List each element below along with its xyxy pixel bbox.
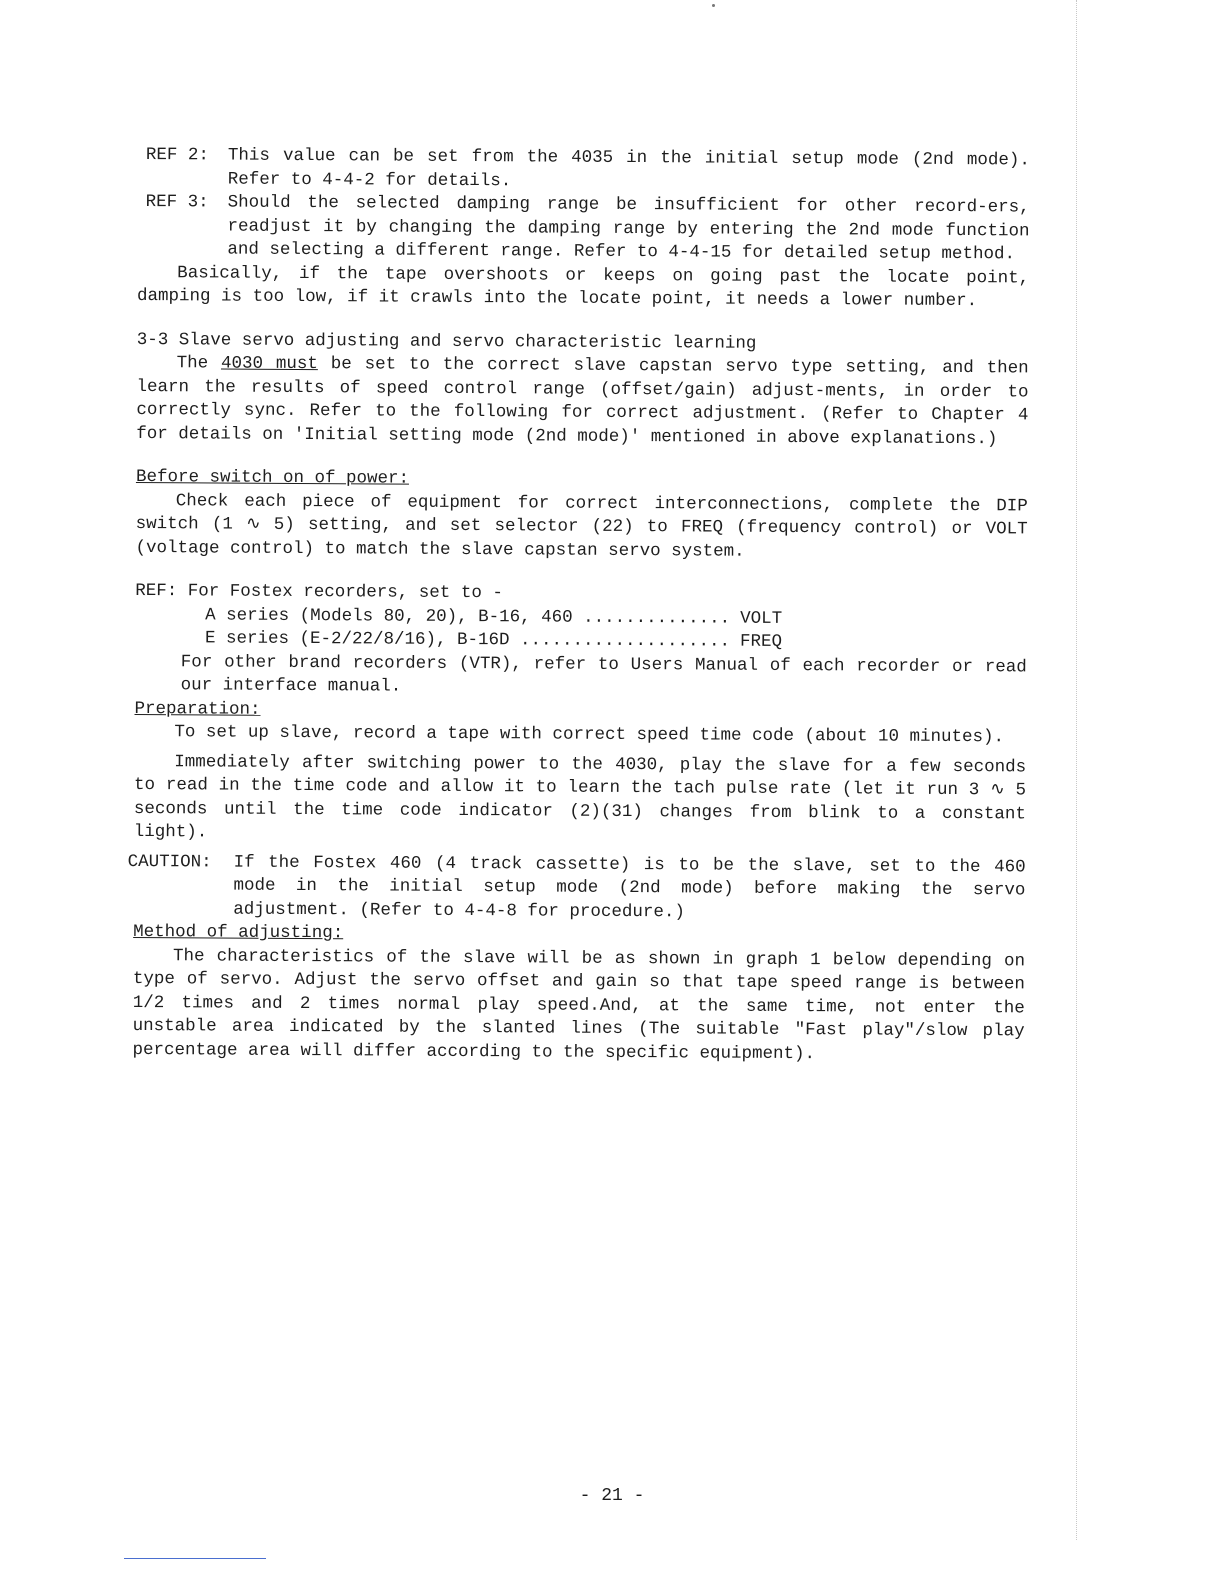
method-heading: Method of adjusting: (133, 921, 344, 944)
series-name: E series (E-2/22/8/16), B-16D (204, 628, 521, 651)
method-paragraph: The characteristics of the slave will be as shown in graph 1 below depending on type of servo. Adjust the servo offset and gain so that tape speed range is between 1/2 times and 2 times normal play speed.And, at the same time, not enter the unstable area indicated by the slanted lines (The suitable "Fast play"/slow play percentage area will differ according to the specific equipment). (132, 945, 1026, 1064)
series-setting: FREQ (740, 631, 783, 652)
ref-fostex-text: For Fostex recorders, set to - (187, 581, 503, 604)
series-name: A series (Models 80, 20), B-16, 460 (205, 604, 584, 628)
caution-note (127, 850, 1026, 926)
section-intro-rest: be set to the correct slave capstan servo type setting, and then learn the results of speed control range (offset/gain) adjust-ments, in order to correctly sync. Refer to the following for correct adjustment. (Refer to Chapter 4 for details on 'Initial setting mode (2nd mode)' mentioned in above explanations.) (136, 354, 1029, 449)
ref-2-text: This value can be set from the 4035 in the initial setup mode (2nd mode). Refer to 4-4-2 for details. (227, 145, 1030, 191)
preparation-paragraph-2: Immediately after switching power to the 4030, play the slave for a few seconds to read in the time code and allow it to learn the tach pulse rate (let it run 3 ∿ 5 seconds until the time code indicator (2)(31) changes from blink to a constant light). (133, 751, 1027, 843)
series-setting: VOLT (740, 608, 783, 629)
section-intro-prefix: The (176, 353, 222, 374)
ref-2-note (138, 144, 1030, 196)
other-brands-paragraph: For other brand recorders (VTR), refer to Users Manual of each recorder or read our interface manual. (180, 651, 1027, 697)
ref-3-note (137, 191, 1029, 267)
leader-dots: .............. (583, 607, 731, 629)
preparation-heading: Preparation: (134, 698, 261, 720)
basically-paragraph: Basically, if the tape overshoots or keeps on going past the locate point, damping is too low, if it crawls into the locate point, it needs a lower number. (137, 262, 1030, 312)
ref-fostex-label: REF: (135, 580, 178, 602)
scan-edge-line (1076, 0, 1077, 1540)
page-number: - 21 - (579, 1486, 645, 1506)
footnote-rule (124, 1558, 266, 1559)
section-intro (136, 352, 1029, 451)
fostex-series-list (135, 603, 1027, 655)
page-content (127, 144, 1030, 1067)
preparation-paragraph-1: To set up slave, record a tape with correct speed time code (about 10 minutes). (174, 722, 1005, 748)
before-power-paragraph: Check each piece of equipment for correct interconnections, complete the DIP switch (1 ∿ 5) setting, and set selector (22) to FREQ (frequency control) or VOLT (voltage control) to match the slave capstan servo system. (135, 490, 1028, 562)
ref-3-label: REF 3: (145, 192, 209, 213)
caution-label: CAUTION: (127, 851, 212, 872)
before-power-heading: Before switch on of power: (135, 466, 410, 489)
ref-2-label: REF 2: (145, 145, 210, 166)
caution-text: If the Fostex 460 (4 track cassette) is to be the slave, set to the 460 mode in the initial setup mode (2nd mode) before making the servo adjustment. (Refer to 4-4-8 for procedure.) (233, 852, 1026, 922)
scan-speck (712, 4, 715, 7)
section-intro-underlined: 4030 must (220, 353, 318, 375)
ref-3-text: Should the selected damping range be insufficient for other record-ers, readjust it by changing the damping range by entering the 2nd mode function and selecting a different range. Refer to 4-4-15 for detailed setup method. (227, 192, 1030, 265)
section-heading: 3-3 Slave servo adjusting and servo characteristic learning (136, 329, 757, 354)
leader-dots: .................... (519, 630, 731, 652)
